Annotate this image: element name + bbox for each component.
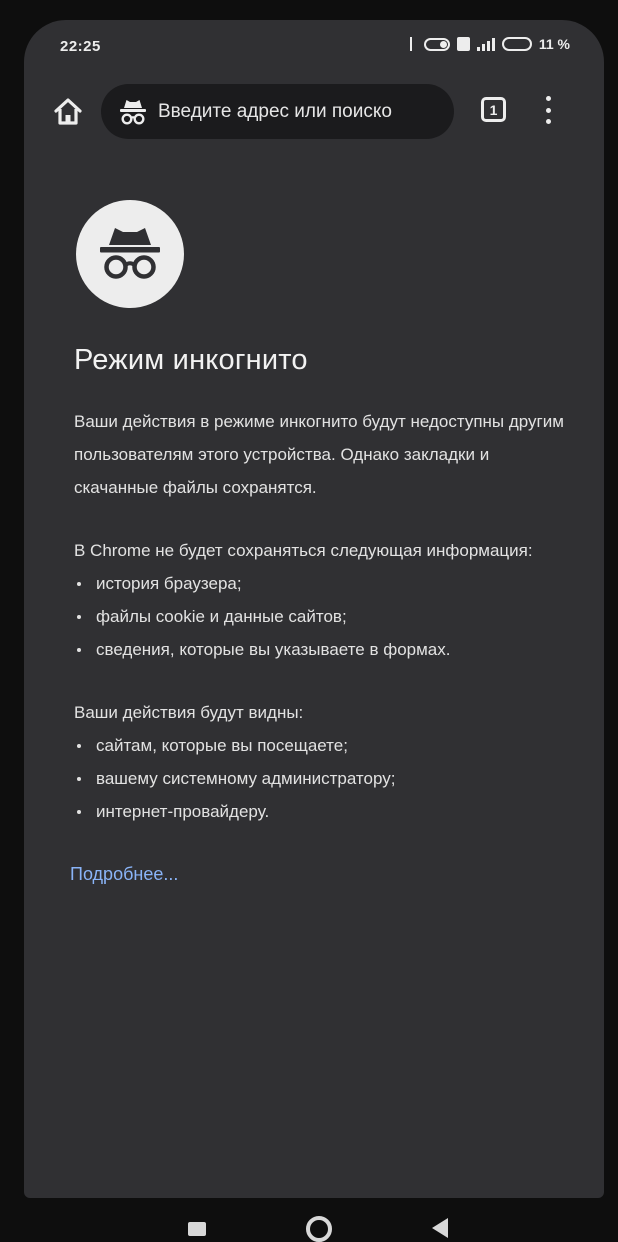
list-item: сайтам, которые вы посещаете; xyxy=(74,729,574,762)
incognito-icon xyxy=(117,96,149,128)
list-item: вашему системному администратору; xyxy=(74,762,574,795)
address-bar-placeholder: Введите адрес или поиско xyxy=(158,100,392,122)
not-saved-section xyxy=(74,534,574,666)
not-saved-list xyxy=(74,567,574,666)
bluetooth-icon xyxy=(405,36,417,52)
system-nav-bar xyxy=(0,1200,618,1232)
phone-screen xyxy=(24,20,604,1198)
battery-icon xyxy=(502,37,532,51)
list-item: сведения, которые вы указываете в формах. xyxy=(74,633,574,666)
address-bar[interactable] xyxy=(101,84,454,139)
battery-percent: 11 % xyxy=(538,36,570,52)
toggle-icon xyxy=(424,38,450,51)
home-nav-button[interactable] xyxy=(306,1216,332,1242)
recents-button[interactable] xyxy=(188,1222,206,1236)
browser-toolbar xyxy=(24,78,604,148)
incognito-spy-icon xyxy=(94,218,166,290)
visible-section xyxy=(74,696,574,828)
incognito-ntp-content xyxy=(70,200,574,885)
visible-list xyxy=(74,729,574,828)
page-title: Режим инкогнито xyxy=(74,344,308,376)
more-vert-icon[interactable] xyxy=(536,94,560,126)
status-time: 22:25 xyxy=(60,38,101,55)
tab-count: 1 xyxy=(489,101,498,118)
sim-icon xyxy=(457,37,470,51)
home-icon xyxy=(52,96,84,128)
intro-text: Ваши действия в режиме инкогнито будут недоступны другим пользователям этого устройства. Однако закладки и скачанные файлы сохранятся. xyxy=(74,412,564,497)
learn-more-link[interactable]: Подробнее... xyxy=(70,864,179,884)
tab-switcher-button[interactable] xyxy=(481,97,506,122)
status-icons xyxy=(405,34,570,54)
incognito-avatar xyxy=(76,200,184,308)
back-button[interactable] xyxy=(432,1218,448,1238)
list-item: файлы cookie и данные сайтов; xyxy=(74,600,574,633)
visible-heading: Ваши действия будут видны: xyxy=(74,703,304,722)
signal-icon xyxy=(477,37,495,51)
list-item: интернет-провайдеру. xyxy=(74,795,574,828)
list-item: история браузера; xyxy=(74,567,574,600)
status-bar xyxy=(24,20,604,70)
not-saved-heading: В Chrome не будет сохраняться следующая информация: xyxy=(74,541,533,560)
home-button[interactable] xyxy=(52,96,84,128)
